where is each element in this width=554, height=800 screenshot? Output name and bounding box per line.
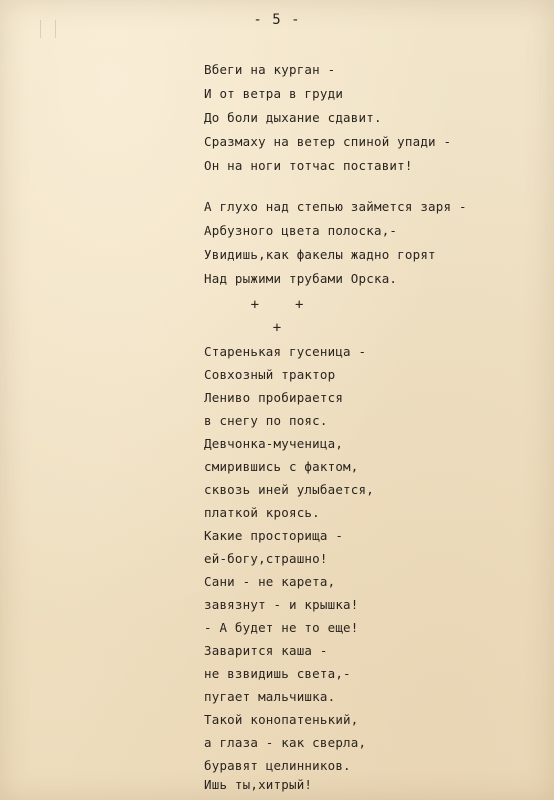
poem-line: Девчонка-мученица, [204,436,344,451]
poem-line: пугает мальчишка. [204,689,336,704]
separator-mark: + [295,297,304,313]
poem-line: Совхозный трактор [204,367,336,382]
poem-line: завязнут - и крышка! [204,597,359,612]
poem-line: в снегу по пояс. [204,413,328,428]
poem-line: Вбеги на курган - [204,62,336,77]
poem-line: Арбузного цвета полоска,- [204,223,398,238]
poem-line: И от ветра в груди [204,86,344,101]
poem-line: Такой конопатенький, [204,712,359,727]
poem-line: а глаза - как сверла, [204,735,367,750]
poem-line: буравят целинников. [204,758,351,773]
poem-line: - А будет не то еще! [204,620,359,635]
poem-line: Сани - не карета, [204,574,336,589]
poem-line: Ишь ты,хитрый! [204,777,313,792]
page-number: - 5 - [253,12,301,28]
poem-line: До боли дыхание сдавит. [204,110,382,125]
poem-line: смирившись с фактом, [204,459,359,474]
section-separator-bottom [0,320,554,336]
section-separator-top [0,297,554,313]
poem-line: ей-богу,страшно! [204,551,328,566]
poem-line: Над рыжими трубами Орска. [204,271,398,286]
separator-mark: + [250,297,259,313]
poem-line: платкой кроясь. [204,505,320,520]
poem-line: Он на ноги тотчас поставит! [204,158,413,173]
poem-line: А глухо над степью займется заря - [204,199,467,214]
poem-line: Заварится каша - [204,643,328,658]
poem-line: не взвидишь света,- [204,666,351,681]
poem-line: Увидишь,как факелы жадно горят [204,247,436,262]
poem-line: Какие просторища - [204,528,344,543]
poem-line: сквозь иней улыбается, [204,482,374,497]
poem-line: Старенькая гусеница - [204,344,367,359]
poem-line: Сразмаху на ветер спиной упади - [204,134,452,149]
poem-line: Лениво пробирается [204,390,344,405]
separator-mark: + [272,320,282,336]
